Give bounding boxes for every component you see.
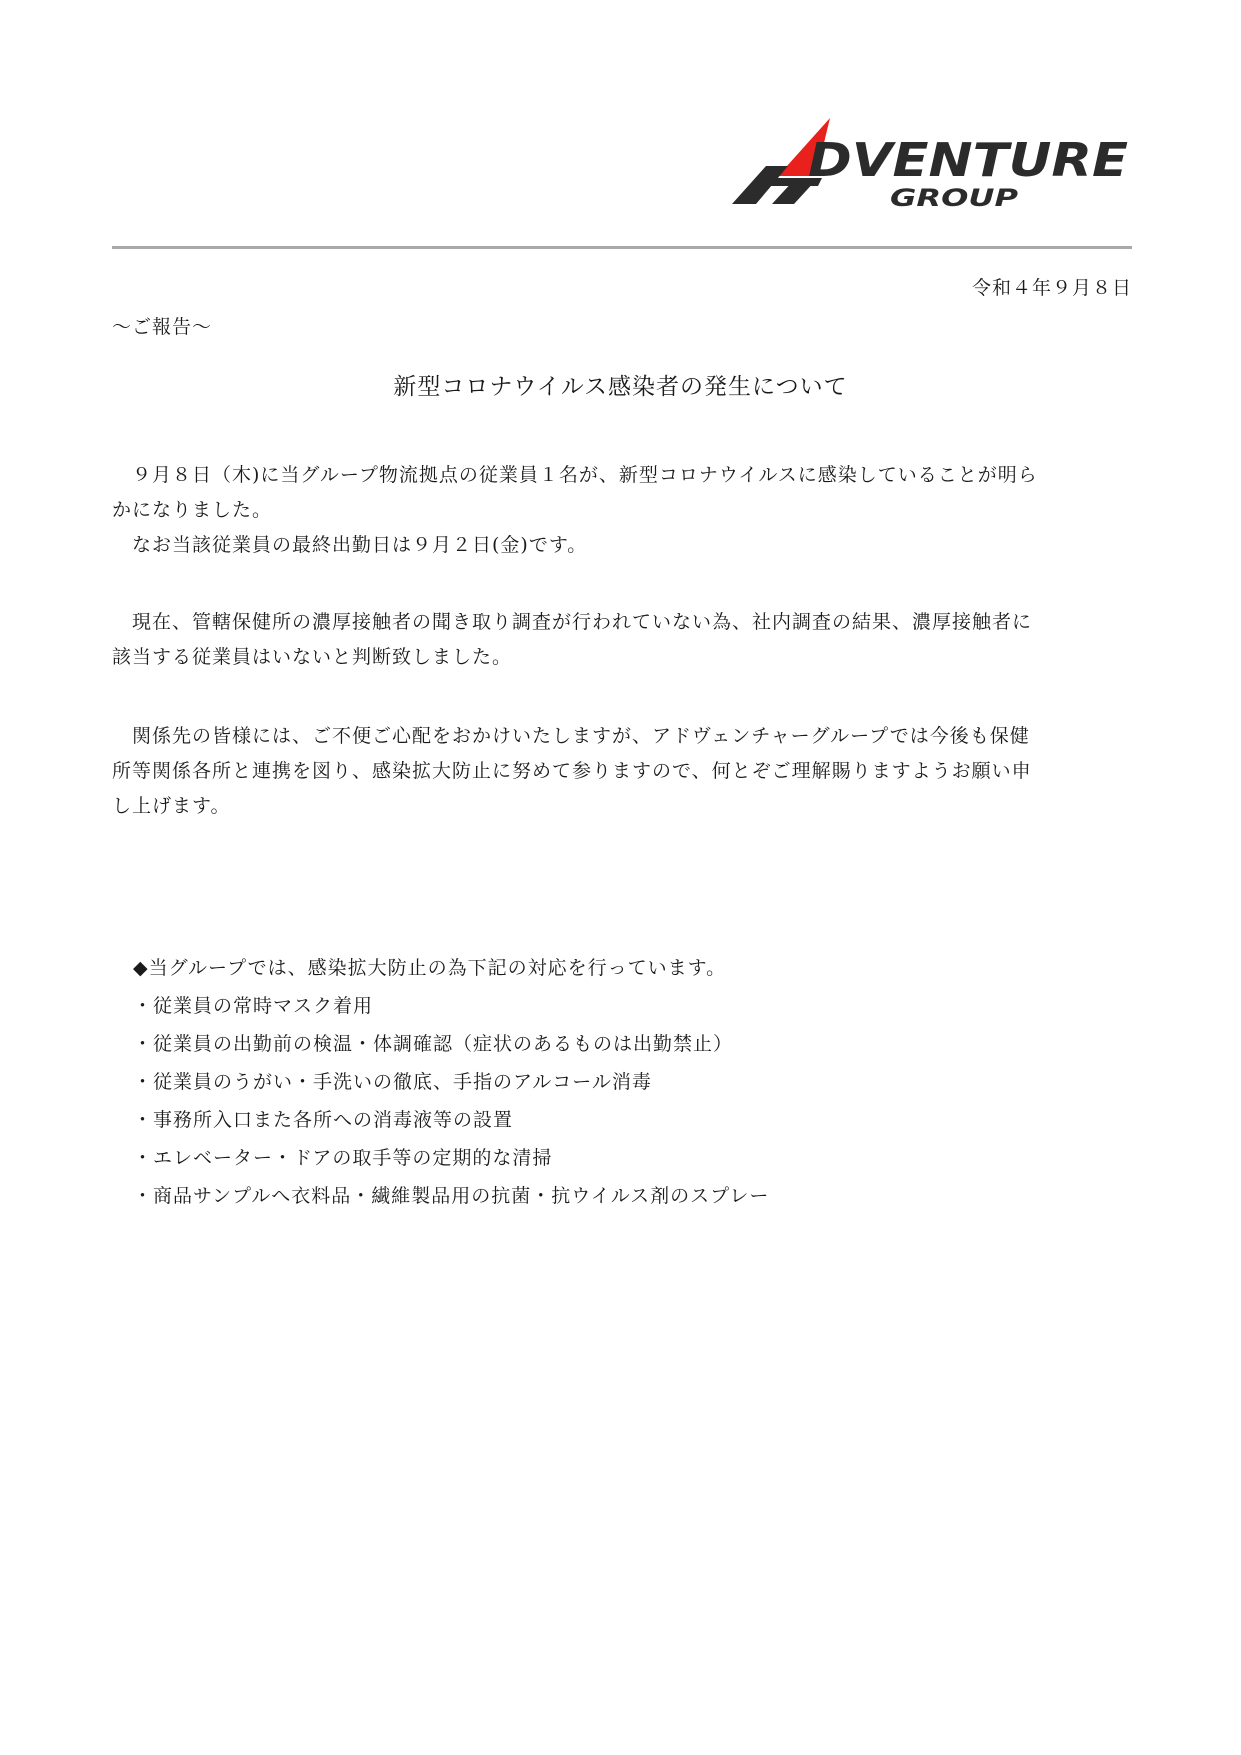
list-item: ・従業員のうがい・手洗いの徹底、手指のアルコール消毒 xyxy=(133,1071,652,1093)
logo-subtext: GROUP xyxy=(890,184,1019,212)
document-date: 令和４年９月８日 xyxy=(971,277,1132,299)
header-divider xyxy=(112,246,1132,249)
list-item: ・従業員の常時マスク着用 xyxy=(133,995,374,1017)
document-title: 新型コロナウイルス感染者の発生について xyxy=(393,374,848,400)
paragraph-line: 関係先の皆様には、ご不便ご心配をおかけいたしますが、アドヴェンチャーグループでは今後も保健 xyxy=(112,725,1030,747)
paragraph-line: 所等関係各所と連携を図り、感染拡大防止に努めて参りますので、何とぞご理解賜りますようお願い申 xyxy=(112,760,1032,782)
paragraph-line: かになりました。 xyxy=(112,499,273,521)
paragraph-close-contact xyxy=(112,605,1132,675)
paragraph-apology xyxy=(112,719,1132,824)
list-item: ・商品サンプルへ衣料品・繊維製品用の抗菌・抗ウイルス剤のスプレー xyxy=(133,1185,770,1207)
list-item: ・エレベーター・ドアの取手等の定期的な清掃 xyxy=(133,1147,553,1169)
paragraph-line: 該当する従業員はいないと判断致しました。 xyxy=(112,646,513,668)
paragraph-line: ９月８日（木)に当グループ物流拠点の従業員１名が、新型コロナウイルスに感染していることが明ら xyxy=(112,464,1038,486)
logo-graphic xyxy=(732,118,1132,218)
prevention-measures-list xyxy=(133,949,769,1215)
report-label: 〜ご報告〜 xyxy=(112,316,213,338)
list-item: ・従業員の出勤前の検温・体調確認（症状のあるものは出勤禁止） xyxy=(133,1033,734,1055)
measures-heading: ◆当グループでは、感染拡大防止の為下記の対応を行っています。 xyxy=(133,957,727,979)
list-item: ・事務所入口また各所への消毒液等の設置 xyxy=(133,1109,514,1131)
adventure-group-logo xyxy=(732,118,1132,218)
paragraph-line: なお当該従業員の最終出勤日は９月２日(金)です。 xyxy=(112,534,588,556)
paragraph-line: し上げます。 xyxy=(112,795,231,817)
logo-wordmark: DVENTURE xyxy=(808,133,1128,187)
paragraph-line: 現在、管轄保健所の濃厚接触者の聞き取り調査が行われていない為、社内調査の結果、濃厚接触者に xyxy=(112,611,1033,633)
paragraph-infection-notice xyxy=(112,458,1132,563)
